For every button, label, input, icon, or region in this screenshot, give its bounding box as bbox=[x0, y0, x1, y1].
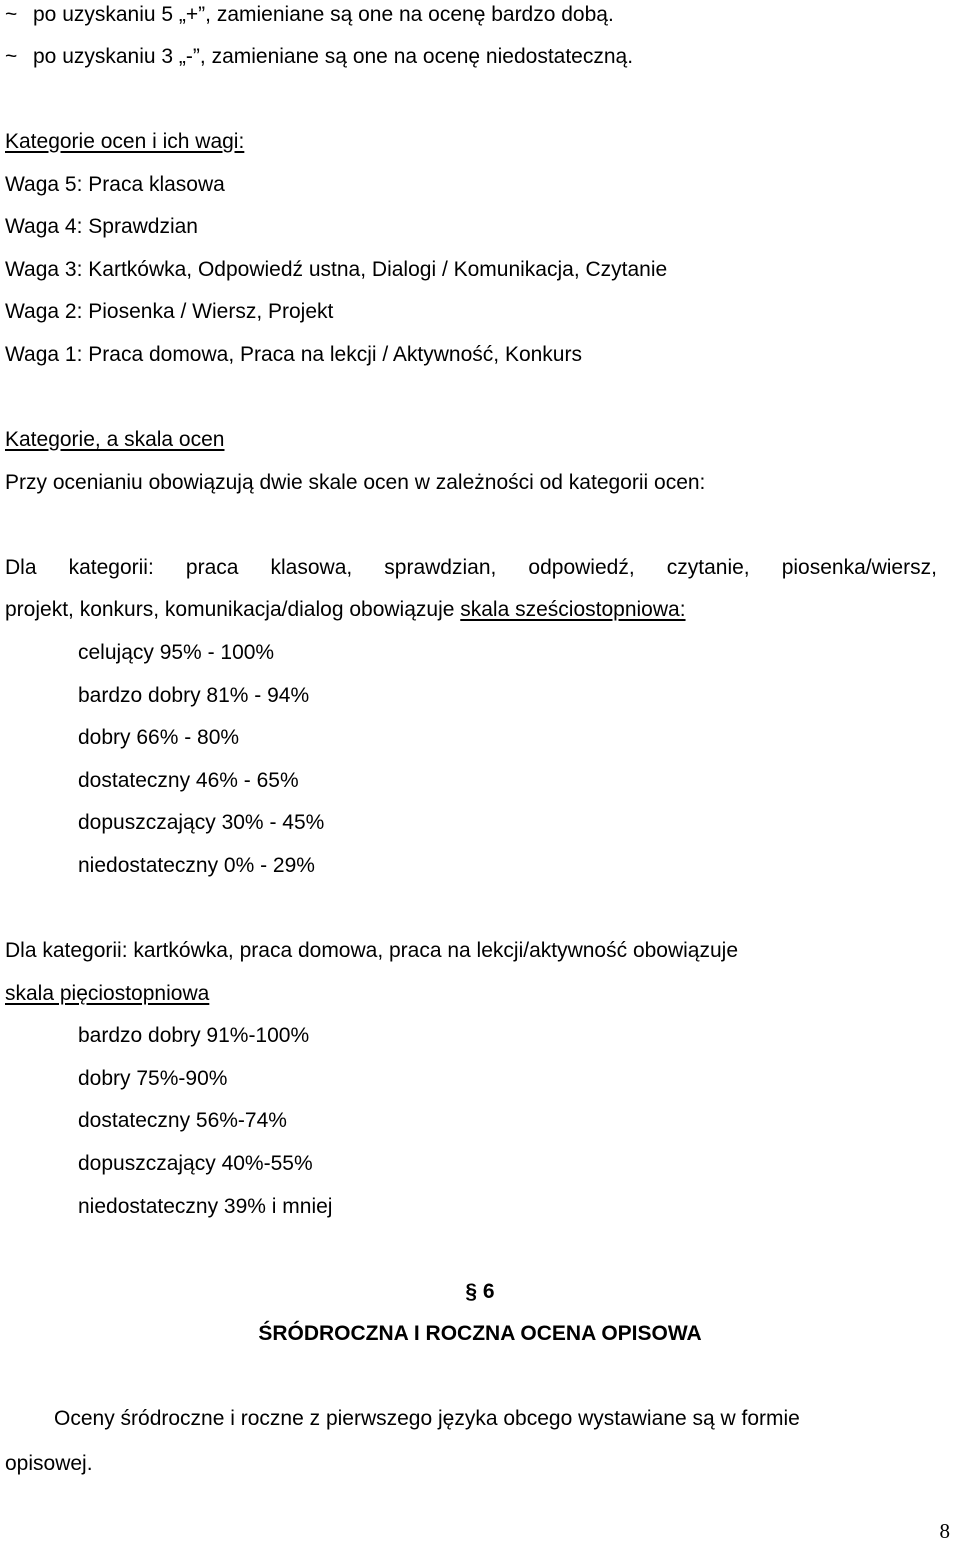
bullet-text: po uzyskaniu 3 „-”, zamieniane są one na ocenę niedostateczną. bbox=[33, 45, 634, 68]
six-point-line1 bbox=[5, 555, 937, 581]
grade-item: dobry 75%-90% bbox=[78, 1067, 228, 1090]
word: Dla bbox=[5, 556, 37, 579]
weight-item: Waga 5: Praca klasowa bbox=[5, 173, 225, 196]
weight-item: Waga 3: Kartkówka, Odpowiedź ustna, Dialogi / Komunikacja, Czytanie bbox=[5, 258, 668, 281]
weight-item: Waga 1: Praca domowa, Praca na lekcji / Aktywność, Konkurs bbox=[5, 343, 582, 366]
word: czytanie, bbox=[666, 556, 750, 579]
tilde-bullet-icon: ~ bbox=[5, 45, 18, 68]
section-symbol-icon: § bbox=[465, 1280, 478, 1303]
page-number: 8 bbox=[939, 1519, 950, 1543]
weights-heading: Kategorie ocen i ich wagi: bbox=[5, 130, 245, 153]
word: sprawdzian, bbox=[384, 556, 497, 579]
scales-intro: Przy ocenianiu obowiązują dwie skale ocen w zależności od kategorii ocen: bbox=[5, 471, 706, 494]
scales-heading: Kategorie, a skala ocen bbox=[5, 428, 225, 451]
six-point-line2-text: projekt, konkurs, komunikacja/dialog obowiązuje bbox=[5, 598, 461, 621]
bullet-text: po uzyskaniu 5 „+”, zamieniane są one na ocenę bardzo dobą. bbox=[33, 3, 614, 26]
grade-item: celujący 95% - 100% bbox=[78, 641, 275, 664]
word: odpowiedź, bbox=[528, 556, 635, 579]
grade-item: dopuszczający 40%-55% bbox=[78, 1152, 313, 1175]
grade-item: niedostateczny 0% - 29% bbox=[78, 854, 315, 877]
word: kategorii: bbox=[68, 556, 154, 579]
six-point-scale-name: skala sześciostopniowa: bbox=[460, 598, 686, 621]
word: praca bbox=[185, 556, 239, 579]
bullet-item bbox=[5, 44, 633, 70]
weight-item: Waga 4: Sprawdzian bbox=[5, 215, 198, 238]
grade-item: niedostateczny 39% i mniej bbox=[78, 1195, 333, 1218]
section-title: ŚRÓDROCZNA I ROCZNA OCENA OPISOWA bbox=[258, 1322, 702, 1345]
word: klasowa, bbox=[270, 556, 353, 579]
section-number-value: 6 bbox=[482, 1280, 495, 1303]
section-paragraph-line2: opisowej. bbox=[5, 1452, 93, 1475]
grade-item: dostateczny 46% - 65% bbox=[78, 769, 299, 792]
grade-item: dopuszczający 30% - 45% bbox=[78, 811, 325, 834]
grade-item: bardzo dobry 91%-100% bbox=[78, 1024, 310, 1047]
tilde-bullet-icon: ~ bbox=[5, 3, 18, 26]
bullet-item bbox=[5, 2, 614, 28]
six-point-line2 bbox=[5, 597, 686, 623]
five-point-line1: Dla kategorii: kartkówka, praca domowa, praca na lekcji/aktywność obowiązuje bbox=[5, 939, 739, 962]
weight-item: Waga 2: Piosenka / Wiersz, Projekt bbox=[5, 300, 334, 323]
section-paragraph-line1: Oceny śródroczne i roczne z pierwszego języka obcego wystawiane są w formie bbox=[54, 1407, 800, 1430]
five-point-scale-name: skala pięciostopniowa bbox=[5, 982, 210, 1005]
grade-item: dostateczny 56%-74% bbox=[78, 1109, 287, 1132]
grade-item: bardzo dobry 81% - 94% bbox=[78, 684, 310, 707]
word: piosenka/wiersz, bbox=[781, 556, 937, 579]
section-number bbox=[0, 1279, 960, 1305]
grade-item: dobry 66% - 80% bbox=[78, 726, 240, 749]
